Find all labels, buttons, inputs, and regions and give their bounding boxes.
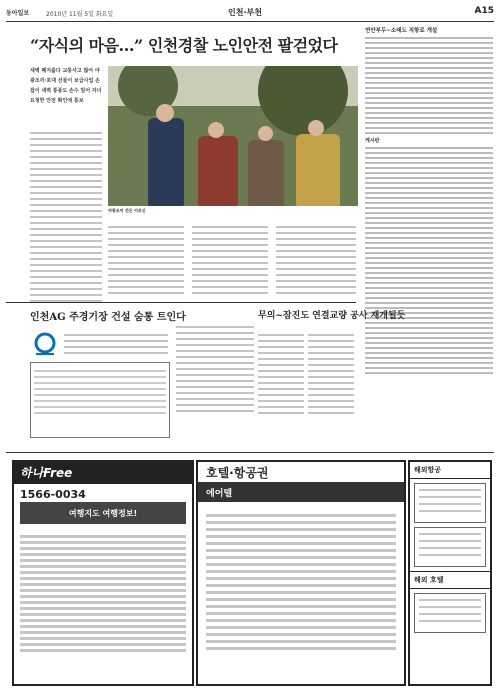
section-rule <box>6 302 356 303</box>
article-2-body-b <box>308 330 354 418</box>
hanafree-ad <box>12 460 194 686</box>
hotel-ad-listings <box>206 510 396 654</box>
section-name: 인천·부천 <box>228 8 262 17</box>
lead-headline: “자식의 마음…” 인천경찰 노인안전 팔걷었다 <box>30 36 338 55</box>
overseas-ad-title: 해외항공 <box>410 462 490 479</box>
article-1-body <box>176 322 254 416</box>
newspaper-brand: 동아일보 <box>6 10 30 17</box>
lead-subhead: 새벽 폐지줍다 교통사고 많아 야광조끼·포대 선물이 보급사업 손잡이 새벽 통풍도 손수 밀어 자녀 요청한 안전 확인에 통보 <box>30 68 102 104</box>
hanafree-listings <box>20 532 186 655</box>
hanafree-brand: 하나Free <box>20 466 73 480</box>
hanafree-phone: 1566-0034 <box>20 488 86 501</box>
overseas-hotel-title: 해외 호텔 <box>410 571 490 589</box>
body-column-4 <box>276 222 356 298</box>
body-column-2 <box>108 222 184 298</box>
page-number: A15 <box>474 6 494 16</box>
lead-photo <box>108 66 358 206</box>
lead-body-column <box>30 128 102 306</box>
ad-rule <box>6 452 494 453</box>
incheon-ag-logo <box>30 330 60 360</box>
article-2-headline: 무의~잠진도 연결교량 공사 재개될듯 <box>258 311 406 321</box>
article-1-infobox <box>30 362 170 438</box>
hotel-airfare-ad <box>196 460 406 686</box>
photo-caption <box>108 208 358 214</box>
article-1-headline: 인천AG 주경기장 건설 숨통 트인다 <box>30 312 186 323</box>
overseas-airfare-ad <box>408 460 492 686</box>
sidebar-title: 연안부두~소래도 직항로 개설 <box>365 28 438 34</box>
issue-date: 2010년 11월 5일 화요일 <box>46 11 114 18</box>
article-2-body-a <box>258 330 304 418</box>
hotel-ad-title: 호텔·항공권 <box>206 466 269 480</box>
sidebar-subtitle: 게시판 <box>365 138 380 144</box>
hanafree-slogan: 여행지도 여행정보! <box>20 502 186 524</box>
sidebar <box>365 28 493 377</box>
body-column-3 <box>192 222 268 298</box>
masthead <box>6 6 494 20</box>
article-1-intro <box>64 330 168 358</box>
header-rule <box>6 21 494 22</box>
caption-title: 야광조끼 건든 어르신 <box>108 208 146 213</box>
hotel-ad-stripe: 에어텔 <box>198 482 404 502</box>
